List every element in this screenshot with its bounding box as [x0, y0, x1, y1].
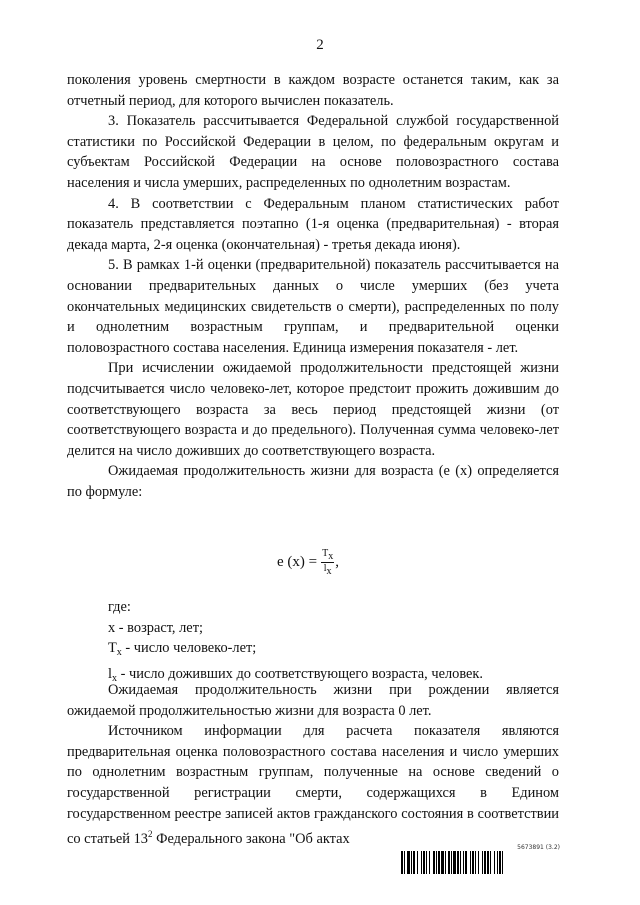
def-l: $l_x$ - число доживших до соответствующего возраста, человек. — [108, 665, 484, 684]
page-number: 2 — [316, 37, 324, 53]
document-code: 5673891 (3.2) — [517, 844, 560, 851]
body-text-lower — [67, 680, 559, 850]
body-text-upper — [67, 70, 559, 502]
paragraph: При исчислении ожидаемой продолжительности предстоящей жизни подсчитывается число человеко-лет, которое предстоит прожить дожившим до соответствующего возраста за весь период предстоящей жизни (от соответствующего возраста и до предельного). Полученная сумма человеко-лет делится на число доживших до соответствующего возраста. — [67, 360, 559, 459]
formula — [277, 548, 339, 577]
formula-numerator: Tx — [322, 548, 334, 562]
barcode — [401, 851, 561, 874]
paragraph: Ожидаемая продолжительность жизни для возраста (е (х) определяется по формуле: — [67, 463, 559, 500]
paragraph: 5. В рамках 1-й оценки (предварительной) показатель рассчитывается на основании предварительных данных о числе умерших (без учета окончательных медицинских свидетельств о смерти), распределенных по полу и однолетним возрастным группам, и предварительной оценки половозрастного состава населения. Единица измерения показателя - лет. — [67, 257, 559, 356]
paragraph: поколения уровень смертности в каждом возрасте останется таким, как за отчетный период, для которого вычислен показатель. — [67, 72, 559, 109]
where-label: где: — [108, 599, 131, 615]
formula-tail: , — [335, 554, 339, 570]
def-x: х - возраст, лет; — [108, 619, 203, 636]
def-t: $T_x$ - число человеко-лет; — [108, 640, 257, 659]
formula-fraction — [321, 548, 334, 577]
paragraph: Ожидаемая продолжительность жизни при рождении является ожидаемой продолжительностью жизни для возраста 0 лет. — [67, 682, 559, 719]
paragraph: 3. Показатель рассчитывается Федеральной службой государственной статистики по Российской Федерации в целом, по федеральным округам и субъектам Российской Федерации на основе половозрастного состава населения и числа умерших, распределенных по однолетним возрастам. — [67, 113, 559, 191]
formula-lhs: e (x) = — [277, 554, 318, 570]
paragraph: 4. В соответствии с Федеральным планом статистических работ показатель представляется поэтапно (1-я оценка (предварительная) - вторая декада марта, 2-я оценка (окончательная) - третья декада июня). — [67, 195, 559, 253]
formula-denominator: lx — [323, 563, 332, 577]
paragraph: Источником информации для расчета показателя являются предварительная оценка половозрастного состава населения и число умерших по однолетним возрастным группам, полученные на основе сведений о государственной регистрации смерти, содержащихся в Едином государственном реестре записей актов гражданского состояния в соответствии со статьей $13^2$ Федерального закона "Об актах — [67, 723, 559, 848]
formula-definitions — [108, 597, 483, 689]
